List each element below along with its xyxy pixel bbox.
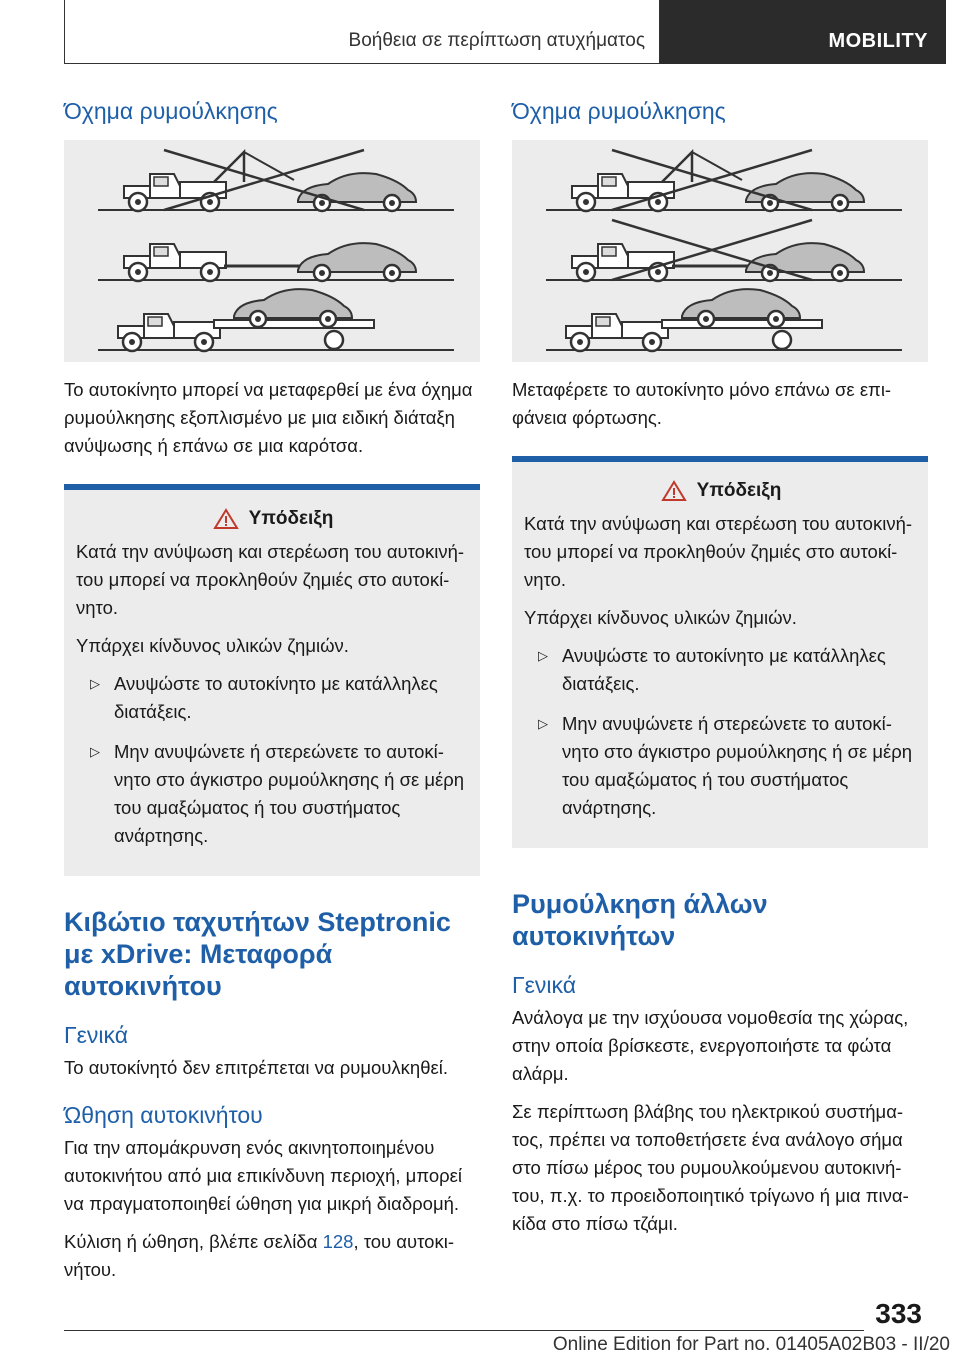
triangle-bullet-icon: ▷ bbox=[90, 676, 100, 691]
page-link[interactable]: 128 bbox=[322, 1231, 354, 1252]
note-risk: Υπάρχει κίνδυνος υλικών ζημιών. bbox=[524, 607, 797, 628]
header-section bbox=[64, 0, 660, 64]
page-header bbox=[64, 0, 946, 64]
footer-edition: Online Edition for Part no. 01405A02B03 - II/20 bbox=[552, 1334, 950, 1355]
list-item: ▷ Μην ανυψώνετε ή στερεώνετε το αυτοκί- νητο στο άγκιστρο ρυμούλκησης ή σε μέρη του αμαξώματος ή του συστήματος ανάρτησης. bbox=[76, 738, 470, 850]
roll-reference: Κύλιση ή ώθηση, βλέπε σελίδα 128, του αυτοκι- νήτου. bbox=[64, 1231, 454, 1280]
list-item: ▷ Μην ανυψώνετε ή στερεώνετε το αυτοκί- νητο στο άγκιστρο ρυμούλκησης ή σε μέρη του αμαξώματος ή του συστήματος ανάρτησης. bbox=[524, 710, 918, 822]
general-title: Γενικά bbox=[64, 1022, 129, 1048]
note-title: Υπόδειξη bbox=[696, 480, 782, 501]
figure-title: Όχημα ρυμούλκησης bbox=[64, 98, 278, 124]
note-text: Κατά την ανύψωση και στερέωση του αυτοκινή- του μπορεί να προκληθούν ζημιές στο αυτοκί- νητο. bbox=[76, 541, 465, 618]
list-item: ▷ Ανυψώστε το αυτοκίνητο με κατάλληλες διατάξεις. bbox=[524, 642, 918, 698]
header-chapter-title: MOBILITY bbox=[828, 30, 928, 52]
electrical-failure-text: Σε περίπτωση βλάβης του ηλεκτρικού συστήμα- τος, πρέπει να τοποθετήσετε ένα ανάλογο σήμα στο πίσω μέρος του ρυμουλκούμενου αυτοκινή- του, π.χ. το προειδοποιητικό τρίγωνο ή μια πινα- κίδα στο πίσω τζάμι. bbox=[512, 1101, 909, 1234]
figure-caption: Το αυτοκίνητο μπορεί να μεταφερθεί με ένα όχημα ρυμούλκησης εξοπλισμένο με μια ειδική διάταξη ανύψωσης ή επάνω σε μια καρότσα. bbox=[64, 379, 473, 456]
note-risk: Υπάρχει κίνδυνος υλικών ζημιών. bbox=[76, 635, 349, 656]
triangle-bullet-icon: ▷ bbox=[90, 744, 100, 759]
warning-triangle-icon bbox=[213, 508, 239, 530]
tow-truck-illustration bbox=[64, 140, 480, 362]
left-column bbox=[64, 96, 480, 1284]
push-text: Για την απομάκρυνση ενός ακινητοποιημένου αυτοκινήτου από μια επικίνδυνη περιοχή, μπορεί να πραγματοποιηθεί ώθηση για μικρή διαδρομή. bbox=[64, 1137, 463, 1214]
tow-truck-illustration bbox=[512, 140, 928, 362]
warning-triangle-icon bbox=[661, 480, 687, 502]
footer-divider bbox=[64, 1330, 864, 1331]
general-title: Γενικά bbox=[512, 972, 577, 998]
note-text: Κατά την ανύψωση και στερέωση του αυτοκινή- του μπορεί να προκληθούν ζημιές στο αυτοκί- νητο. bbox=[524, 513, 913, 590]
header-section-title: Βοήθεια σε περίπτωση ατυχήματος bbox=[348, 30, 645, 51]
figure-title: Όχημα ρυμούλκησης bbox=[512, 98, 726, 124]
general-text: Το αυτοκίνητό δεν επιτρέπεται να ρυμουλκηθεί. bbox=[64, 1057, 448, 1078]
note-title: Υπόδειξη bbox=[248, 508, 334, 529]
warning-note bbox=[512, 456, 928, 848]
triangle-bullet-icon: ▷ bbox=[538, 716, 548, 731]
general-text: Ανάλογα με την ισχύουσα νομοθεσία της χώρας, στην οποία βρίσκεστε, ενεργοποιήστε τα φώτα αλάρμ. bbox=[512, 1007, 909, 1084]
triangle-bullet-icon: ▷ bbox=[538, 648, 548, 663]
figure-caption: Μεταφέρετε το αυτοκίνητο μόνο επάνω σε επι- φάνεια φόρτωσης. bbox=[512, 379, 892, 428]
section-title: Κιβώτιο ταχυτήτων Steptronic με xDrive: Μεταφορά αυτοκινήτου bbox=[64, 907, 451, 1001]
page-number: 333 bbox=[875, 1298, 922, 1329]
note-list bbox=[524, 642, 918, 822]
note-list bbox=[76, 670, 470, 850]
header-chapter bbox=[660, 0, 946, 64]
warning-note bbox=[64, 484, 480, 876]
list-item: ▷ Ανυψώστε το αυτοκίνητο με κατάλληλες διατάξεις. bbox=[76, 670, 470, 726]
push-title: Ώθηση αυτοκινήτου bbox=[64, 1102, 263, 1128]
right-column bbox=[512, 96, 928, 1238]
section-title: Ρυμούλκηση άλλων αυτοκινήτων bbox=[512, 889, 768, 951]
